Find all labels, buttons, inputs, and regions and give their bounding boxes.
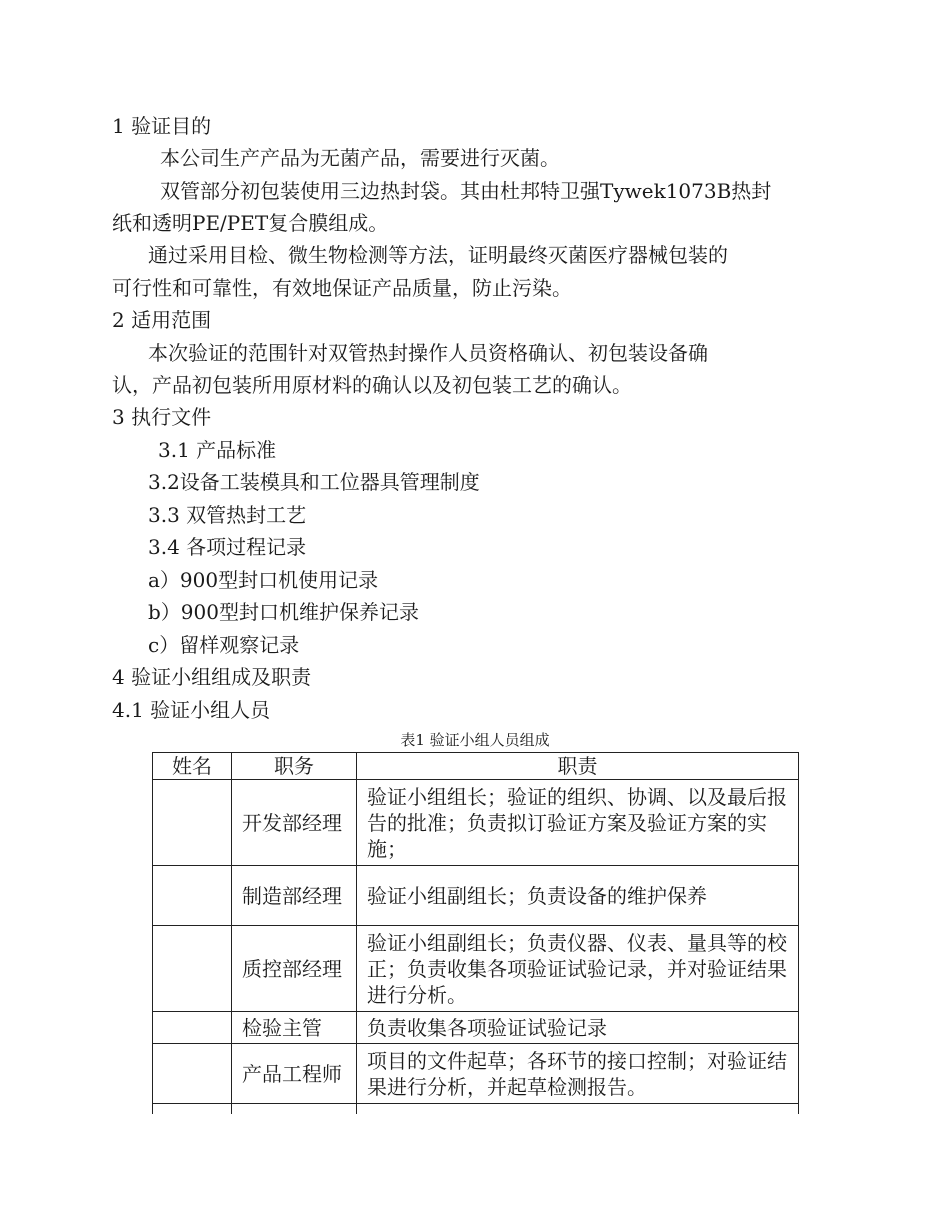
table-row: [153, 926, 799, 1012]
section-3-item: 3.4 各项过程记录: [148, 535, 307, 559]
section-4-1-heading: 4.1 验证小组人员: [112, 698, 271, 722]
position-cell: 产品工程师: [232, 1044, 357, 1104]
responsibility-cell: 验证小组副组长；负责仪器、仪表、量具等的校正；负责收集各项验证试验记录，并对验证结果进行分析。: [357, 926, 799, 1012]
section-1-paragraph-2-line-2: 纸和透明PE/PET复合膜组成。: [112, 211, 389, 235]
position-cell: [232, 1104, 357, 1115]
table-row: [153, 866, 799, 926]
name-cell: [153, 1012, 232, 1044]
section-2-paragraph-line-2: 认，产品初包装所用原材料的确认以及初包装工艺的确认。: [112, 373, 632, 397]
section-3-item: 3.2设备工装模具和工位器具管理制度: [148, 470, 480, 494]
section-2-paragraph-line-1: 本次验证的范围针对双管热封操作人员资格确认、初包装设备确: [148, 341, 708, 365]
table-row: [153, 1104, 799, 1115]
team-members-table: [152, 752, 799, 1114]
section-1-paragraph-3-line-2: 可行性和可靠性，有效地保证产品质量，防止污染。: [112, 276, 572, 300]
section-1-paragraph-1: 本公司生产产品为无菌产品，需要进行灭菌。: [160, 146, 560, 170]
position-cell: 开发部经理: [232, 780, 357, 866]
responsibility-cell: 项目的文件起草；各环节的接口控制；对验证结果进行分析，并起草检测报告。: [357, 1044, 799, 1104]
table-caption: 表1 验证小组人员组成: [400, 731, 550, 749]
table-row: [153, 1044, 799, 1104]
name-cell: [153, 780, 232, 866]
section-2-heading: 2 适用范围: [112, 308, 212, 332]
section-3-item: b）900型封口机维护保养记录: [148, 600, 419, 624]
section-1-paragraph-2-line-1: 双管部分初包装使用三边热封袋。其由杜邦特卫强Tywek1073B热封: [160, 179, 772, 203]
section-4-heading: 4 验证小组组成及职责: [112, 665, 312, 689]
section-3-heading: 3 执行文件: [112, 405, 212, 429]
header-name: 姓名: [153, 753, 232, 780]
header-responsibility: 职责: [357, 753, 799, 780]
section-3-item: 3.3 双管热封工艺: [148, 503, 307, 527]
name-cell: [153, 866, 232, 926]
responsibility-cell: 验证小组组长；验证的组织、协调、以及最后报告的批准；负责拟订验证方案及验证方案的实施；: [357, 780, 799, 866]
name-cell: [153, 1044, 232, 1104]
section-3-item: 3.1 产品标准: [158, 438, 277, 462]
table-row: [153, 780, 799, 866]
name-cell: [153, 1104, 232, 1115]
section-3-item: a）900型封口机使用记录: [148, 568, 379, 592]
responsibility-cell: [357, 1104, 799, 1115]
position-cell: 制造部经理: [232, 866, 357, 926]
position-cell: 质控部经理: [232, 926, 357, 1012]
section-3-item: c）留样观察记录: [148, 633, 300, 657]
responsibility-cell: 验证小组副组长；负责设备的维护保养: [357, 866, 799, 926]
header-position: 职务: [232, 753, 357, 780]
responsibility-cell: 负责收集各项验证试验记录: [357, 1012, 799, 1044]
position-cell: 检验主管: [232, 1012, 357, 1044]
name-cell: [153, 926, 232, 1012]
table-row: [153, 1012, 799, 1044]
section-1-paragraph-3-line-1: 通过采用目检、微生物检测等方法，证明最终灭菌医疗器械包装的: [148, 243, 728, 267]
table-header-row: [153, 753, 799, 780]
section-1-heading: 1 验证目的: [112, 114, 212, 138]
